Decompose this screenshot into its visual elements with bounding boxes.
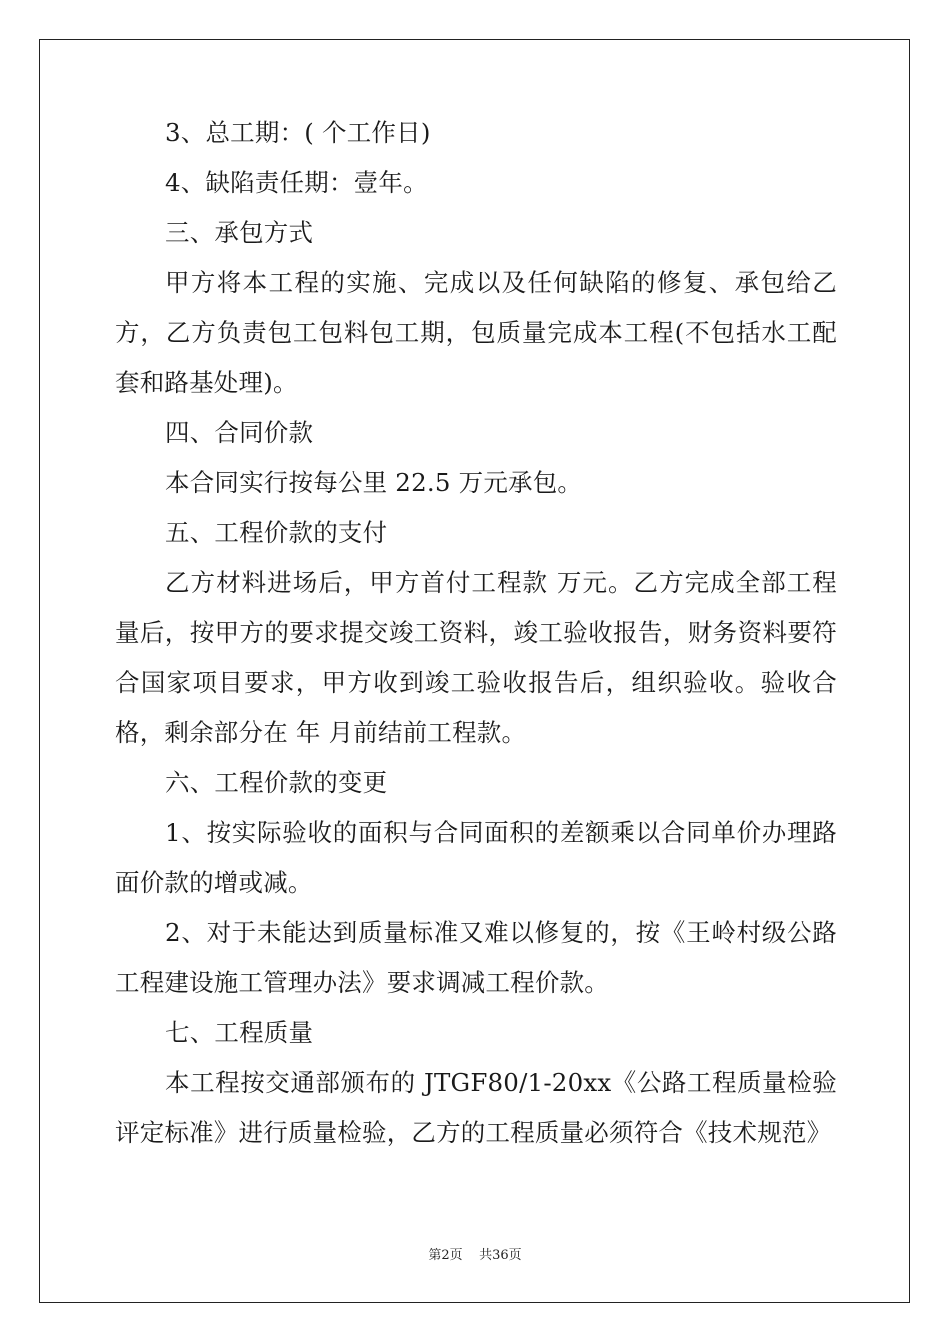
paragraph-contract-price: 本合同实行按每公里 22.5 万元承包。 bbox=[165, 468, 583, 497]
heading-price-change: 六、工程价款的变更 bbox=[165, 768, 388, 797]
paragraph-defect-period: 4、缺陷责任期：壹年。 bbox=[165, 168, 428, 197]
page-number-footer: 第2页 共36页 bbox=[428, 1248, 522, 1263]
paragraph-contract-method: 甲方将本工程的实施、完成以及任何缺陷的修复、承包给乙方，乙方负责包工包料包工期，包质量完成本工程(不包括水工配套和路基处理)。 bbox=[115, 268, 837, 397]
paragraph-price-change-1: 1、按实际验收的面积与合同面积的差额乘以合同单价办理路面价款的增或减。 bbox=[115, 818, 837, 897]
paragraph-quality: 本工程按交通部颁布的 JTGF80/1-20xx《公路工程质量检验评定标准》进行质量检验，乙方的工程质量必须符合《技术规范》 bbox=[115, 1068, 837, 1147]
heading-contract-method: 三、承包方式 bbox=[165, 218, 314, 247]
heading-quality: 七、工程质量 bbox=[165, 1018, 314, 1047]
document-body bbox=[115, 108, 837, 1158]
paragraph-price-change-2: 2、对于未能达到质量标准又难以修复的，按《王岭村级公路工程建设施工管理办法》要求调减工程价款。 bbox=[115, 918, 837, 997]
paragraph-payment: 乙方材料进场后，甲方首付工程款 万元。乙方完成全部工程量后，按甲方的要求提交竣工资料，竣工验收报告，财务资料要符合国家项目要求，甲方收到竣工验收报告后，组织验收。验收合格，剩余部分在 年 月前结前工程款。 bbox=[115, 568, 837, 747]
heading-contract-price: 四、合同价款 bbox=[165, 418, 314, 447]
heading-payment: 五、工程价款的支付 bbox=[165, 518, 388, 547]
paragraph-total-duration: 3、总工期：( 个工作日) bbox=[165, 118, 431, 147]
